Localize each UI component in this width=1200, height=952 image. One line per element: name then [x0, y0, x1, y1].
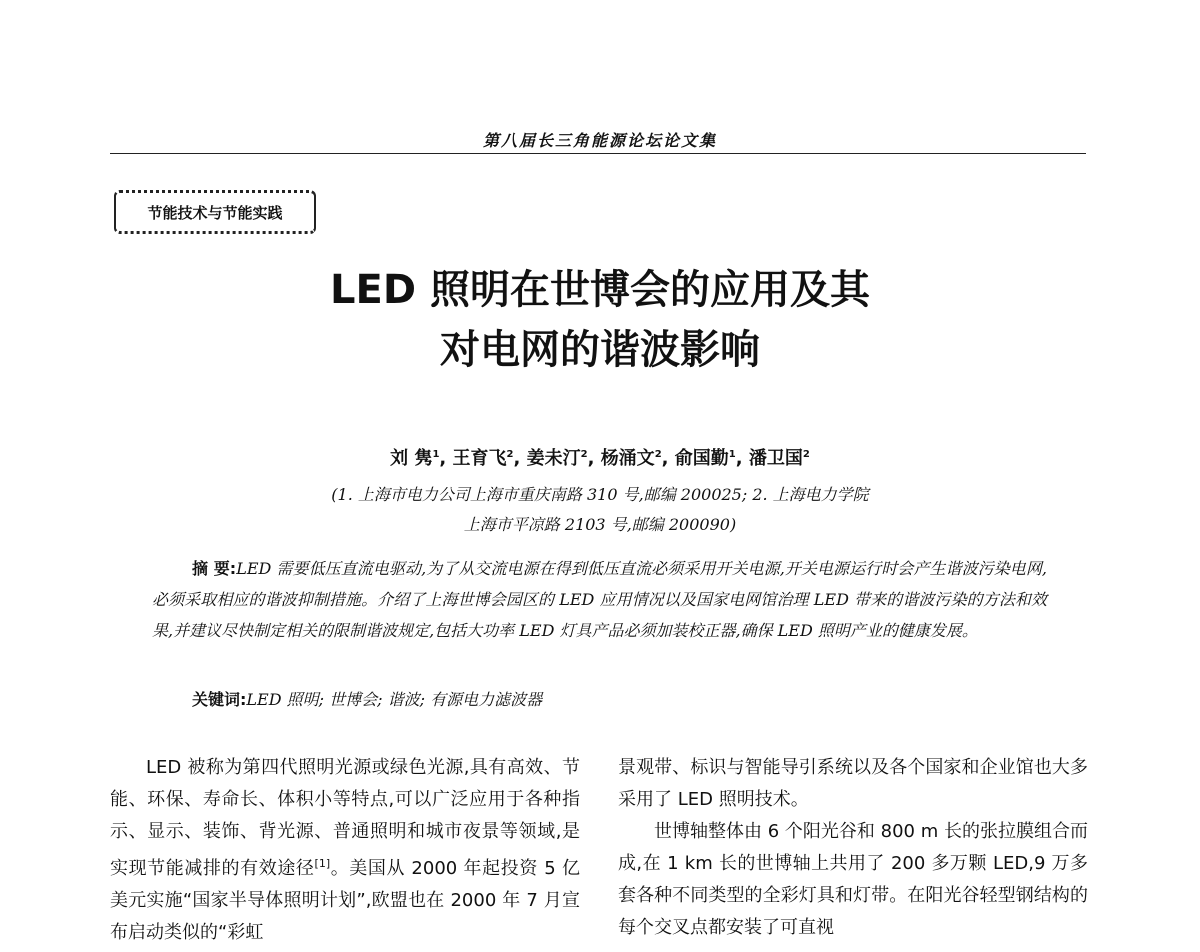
author: 俞国勤$^1$	[674, 448, 736, 469]
running-head: 第八届长三角能源论坛论文集	[482, 131, 717, 150]
header-rule	[110, 153, 1086, 154]
body-paragraph: 景观带、标识与智能导引系统以及各个国家和企业馆也大多采用了 LED 照明技术。	[618, 757, 1088, 810]
title-line-1: LED 照明在世博会的应用及其	[330, 267, 870, 313]
author: 杨涌文$^2$	[600, 448, 662, 469]
body-column-left	[110, 752, 580, 949]
body-paragraph: LED 被称为第四代照明光源或绿色光源,具有高效、节能、环保、寿命长、体积小等特点,可以广泛应用于各种指示、显示、装饰、背光源、普通照明和城市夜景等领域,是实现节能减排的有效途径[1]。美国从 2000 年起投资 5 亿美元实施“国家半导体照明计划”,欧盟也在 2000 年 7 月宣布启动类似的“彩虹	[110, 757, 580, 943]
abstract-label: 摘 要	[192, 559, 230, 578]
author: 王育飞$^2$	[452, 448, 514, 469]
title-line-2: 对电网的谐波影响	[440, 327, 760, 373]
affiliation-line-1: (1. 上海市电力公司上海市重庆南路 310 号,邮编 200025; 2. 上海电力学院	[331, 485, 869, 504]
author: 刘 隽$^1$	[390, 448, 440, 469]
affiliations	[0, 480, 1200, 540]
abstract-text: LED 需要低压直流电驱动,为了从交流电源在得到低压直流必须采用开关电源,开关电源运行时会产生谐波污染电网,必须采取相应的谐波抑制措施。介绍了上海世博会园区的 LED 应用情况以及国家电网馆治理 LED 带来的谐波污染的方法和效果,并建议尽快制定相关的限制谐波规定,包括大功率 LED 灯具产品必须加装校正器,确保 LED 照明产业的健康发展。	[152, 559, 1047, 640]
author-list: 刘 隽$^1$, 王育飞$^2$, 姜未汀$^2$, 杨涌文$^2$, 俞国勤$^1$, 潘卫国$^2$	[390, 448, 810, 469]
paper-title	[0, 260, 1200, 380]
section-tag: 节能技术与节能实践	[114, 190, 316, 234]
author: 潘卫国$^2$	[748, 448, 810, 469]
abstract: 摘 要:LED 需要低压直流电驱动,为了从交流电源在得到低压直流必须采用开关电源,开关电源运行时会产生谐波污染电网,必须采取相应的谐波抑制措施。介绍了上海世博会园区的 LED 应用情况以及国家电网馆治理 LED 带来的谐波污染的方法和效果,并建议尽快制定相关的限制谐波规定,包括大功率 LED 灯具产品必须加装校正器,确保 LED 照明产业的健康发展。	[152, 559, 1047, 640]
affiliation-line-2: 上海市平凉路 2103 号,邮编 200090)	[463, 515, 737, 534]
body-paragraph: 世博轴整体由 6 个阳光谷和 800 m 长的张拉膜组合而成,在 1 km 长的世博轴上共用了 200 多万颗 LED,9 万多套各种不同类型的全彩灯具和灯带。在阳光谷轻型钢结构的每个交叉点都安装了可直视	[618, 821, 1088, 938]
citation-ref: [1]	[314, 857, 331, 870]
keywords-label: 关键词	[192, 690, 241, 709]
keywords-text: LED 照明; 世博会; 谐波; 有源电力滤波器	[246, 690, 543, 709]
keywords: 关键词:LED 照明; 世博会; 谐波; 有源电力滤波器	[192, 690, 543, 709]
author: 姜未汀$^2$	[526, 448, 588, 469]
body-column-right	[618, 752, 1088, 944]
